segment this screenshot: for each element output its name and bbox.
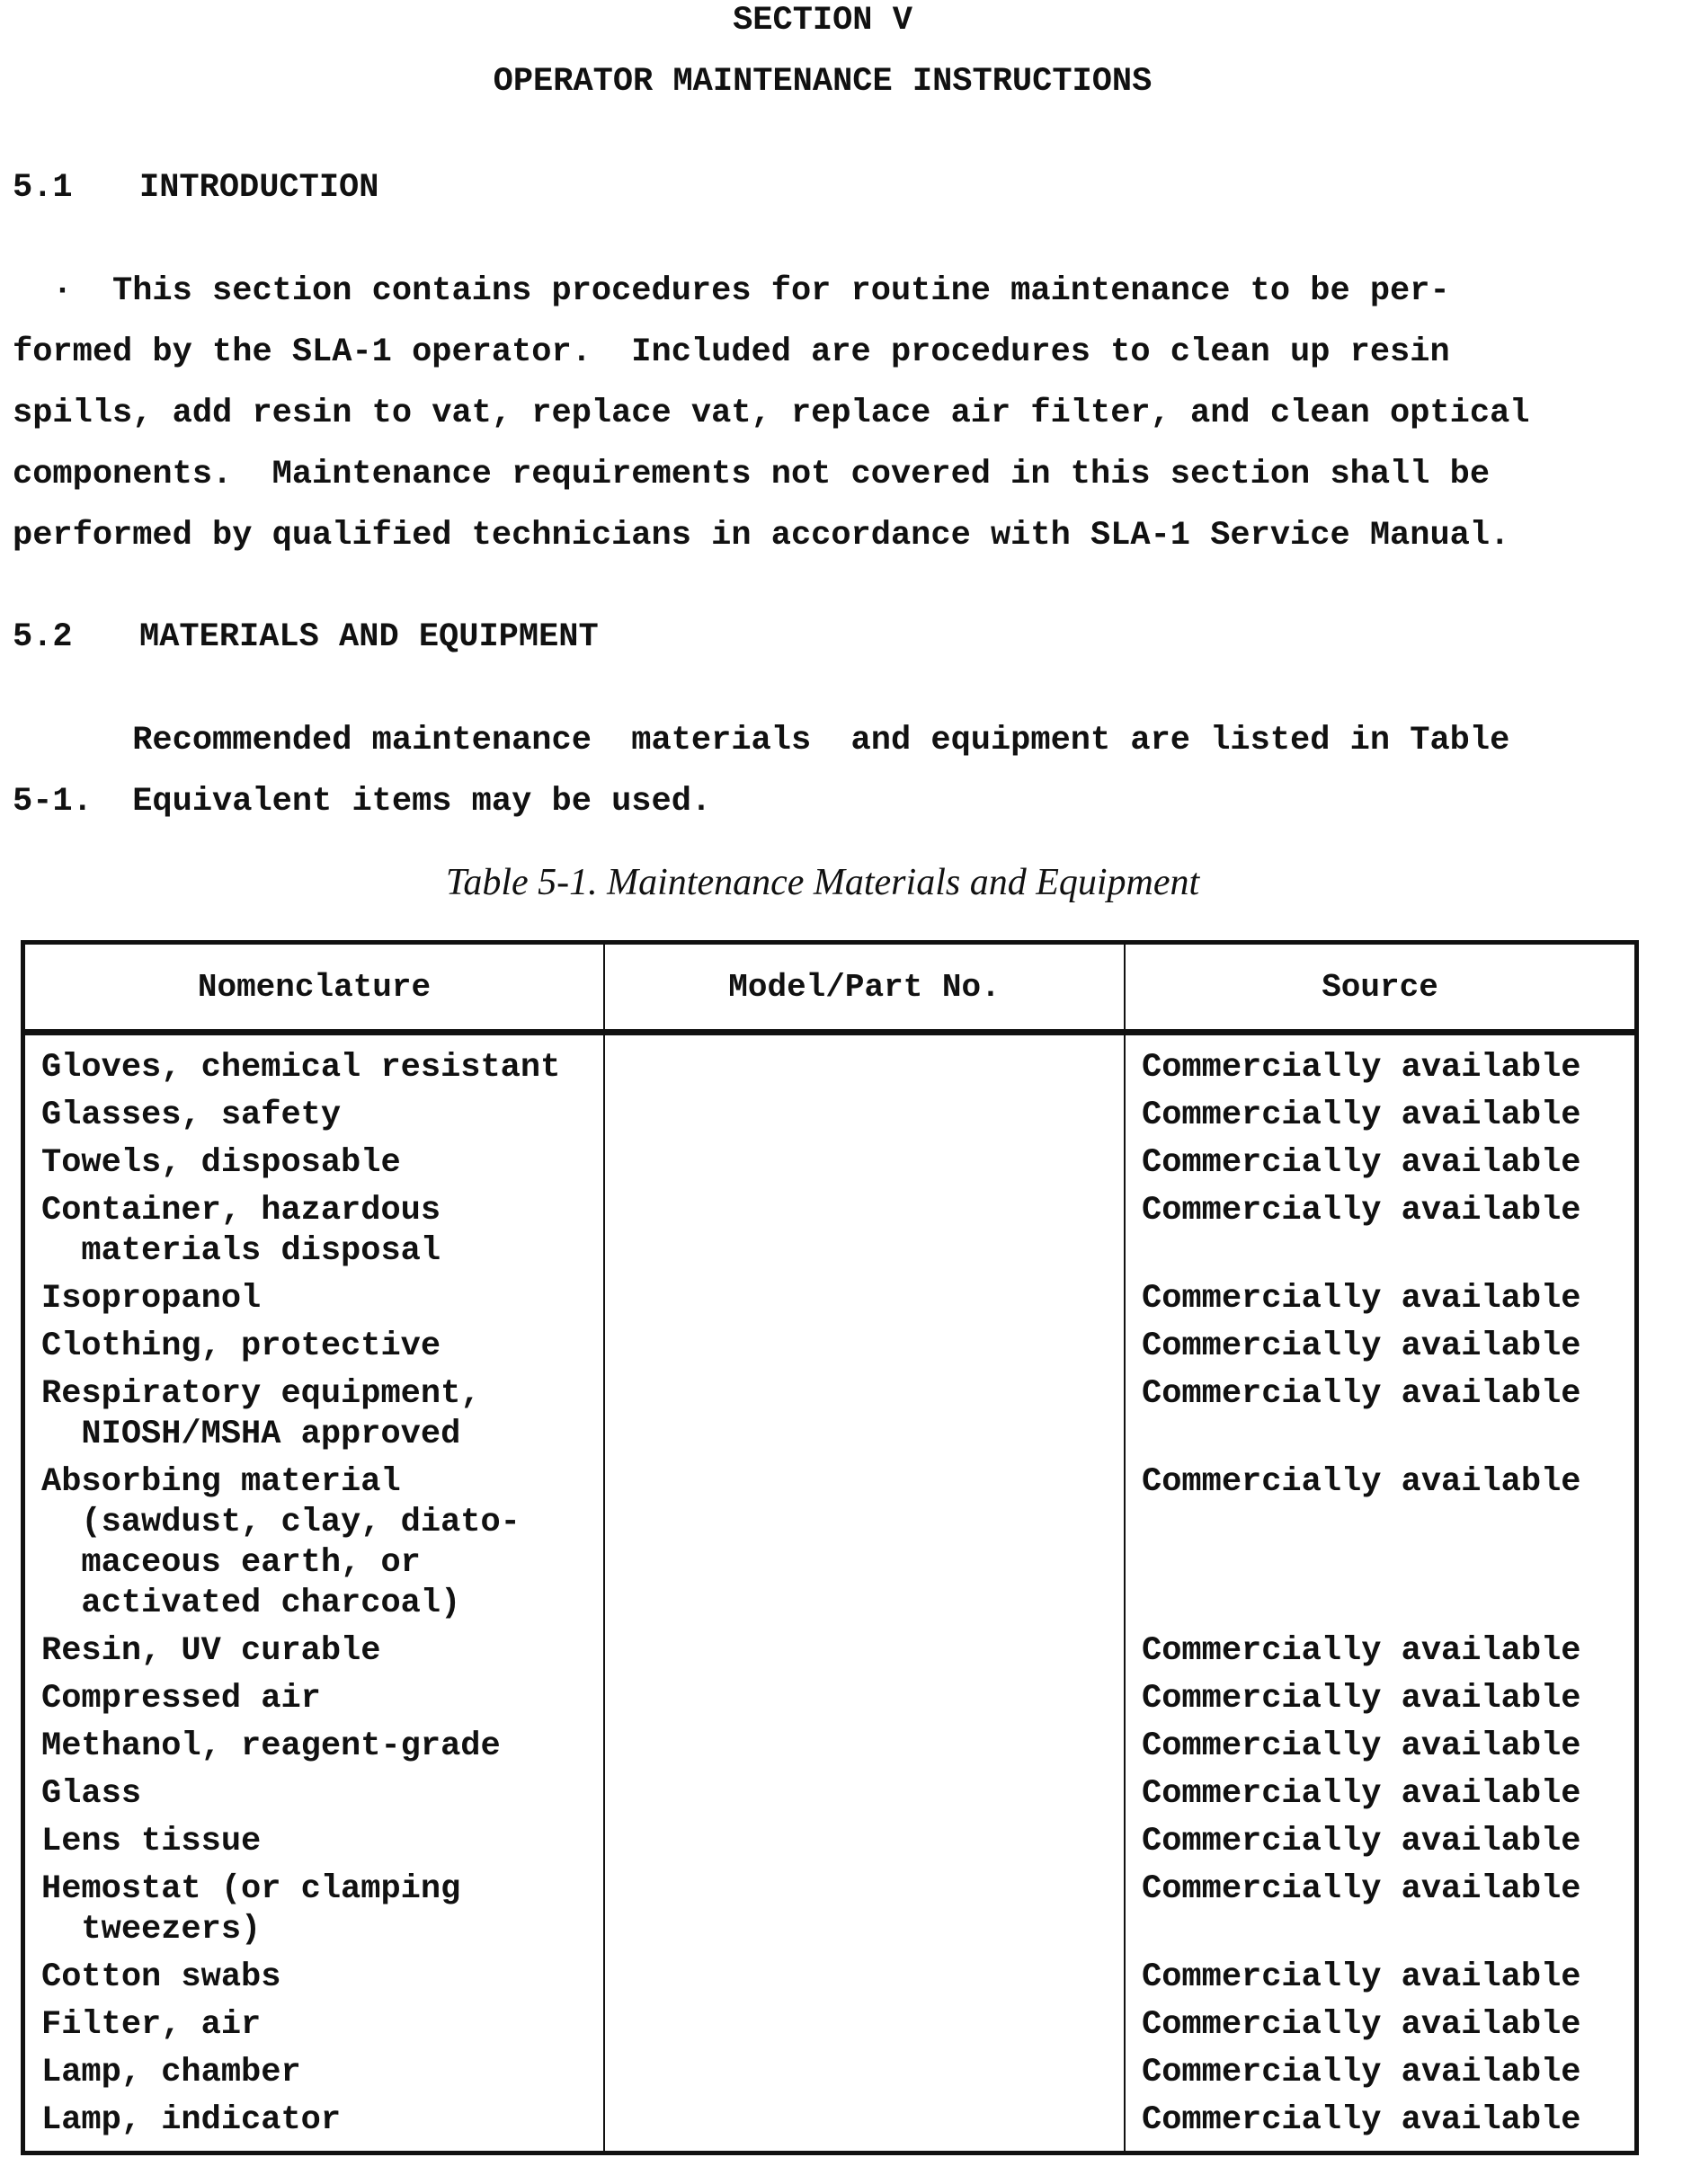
source-cell: Commercially available: [1142, 1727, 1624, 1767]
header-nomenclature: Nomenclature: [23, 943, 605, 1033]
paragraph-line: formed by the SLA-1 operator. Included are procedures to clean up resin: [13, 322, 1529, 383]
nomenclature-cell: Lamp, chamber: [41, 2053, 592, 2093]
nomenclature-cell: Resin, UV curable: [41, 1631, 592, 1672]
materials-table: [21, 940, 1639, 2155]
source-cell: Commercially available: [1142, 1679, 1624, 1719]
source-cell: Commercially available: [1142, 2100, 1624, 2141]
nomenclature-cell: Lens tissue: [41, 1822, 592, 1862]
nomenclature-cell: Glass: [41, 1774, 592, 1815]
model-part-column: [604, 1033, 1125, 2153]
nomenclature-cell: Compressed air: [41, 1679, 592, 1719]
header-model-part-no: Model/Part No.: [604, 943, 1125, 1033]
intro-paragraph: [13, 261, 1529, 566]
source-cell: Commercially available: [1142, 1143, 1624, 1184]
header-source: Source: [1125, 943, 1637, 1033]
paragraph-line: spills, add resin to vat, replace vat, replace air filter, and clean optical: [13, 383, 1529, 444]
source-cell: Commercially available: [1142, 1374, 1624, 1455]
nomenclature-cell: Isopropanol: [41, 1279, 592, 1319]
source-cell: Commercially available: [1142, 1774, 1624, 1815]
source-cell: Commercially available: [1142, 1096, 1624, 1136]
nomenclature-cell: Clothing, protective: [41, 1327, 592, 1367]
source-cell: Commercially available: [1142, 1958, 1624, 1998]
section-5-1-number: 5.1: [13, 169, 73, 207]
paragraph-line: performed by qualified technicians in accordance with SLA-1 Service Manual.: [13, 505, 1529, 566]
nomenclature-cell: Absorbing material (sawdust, clay, diato- maceous earth, or activated charcoal): [41, 1462, 592, 1624]
nomenclature-column: [23, 1033, 605, 2153]
nomenclature-cell: Lamp, indicator: [41, 2100, 592, 2141]
source-cell: Commercially available: [1142, 1822, 1624, 1862]
nomenclature-cell: Glasses, safety: [41, 1096, 592, 1136]
source-cell: Commercially available: [1142, 1631, 1624, 1672]
nomenclature-cell: Cotton swabs: [41, 1958, 592, 1998]
page-title: OPERATOR MAINTENANCE INSTRUCTIONS: [0, 63, 1645, 101]
nomenclature-cell: Methanol, reagent-grade: [41, 1727, 592, 1767]
paragraph-line: components. Maintenance requirements not covered in this section shall be: [13, 444, 1529, 505]
nomenclature-cell: Hemostat (or clamping tweezers): [41, 1869, 592, 1950]
nomenclature-cell: Container, hazardous materials disposal: [41, 1191, 592, 1272]
paragraph-line: 5-1. Equivalent items may be used.: [13, 771, 1509, 832]
nomenclature-cell: Filter, air: [41, 2005, 592, 2046]
table-caption: Table 5-1. Maintenance Materials and Equipment: [0, 861, 1645, 904]
source-column: [1125, 1033, 1637, 2153]
section-5-1-heading: INTRODUCTION: [139, 169, 378, 207]
section-label: SECTION V: [0, 2, 1645, 40]
nomenclature-cell: Towels, disposable: [41, 1143, 592, 1184]
source-cell: Commercially available: [1142, 1048, 1624, 1088]
section-5-2-heading: MATERIALS AND EQUIPMENT: [139, 618, 599, 656]
section-5-2-number: 5.2: [13, 618, 73, 656]
source-cell: Commercially available: [1142, 1869, 1624, 1950]
nomenclature-cell: Gloves, chemical resistant: [41, 1048, 592, 1088]
materials-paragraph: [13, 710, 1509, 832]
source-cell: Commercially available: [1142, 2005, 1624, 2046]
source-cell: Commercially available: [1142, 1462, 1624, 1624]
nomenclature-cell: Respiratory equipment, NIOSH/MSHA approved: [41, 1374, 592, 1455]
paragraph-line: · This section contains procedures for routine maintenance to be per-: [13, 261, 1529, 322]
source-cell: Commercially available: [1142, 2053, 1624, 2093]
source-cell: Commercially available: [1142, 1279, 1624, 1319]
source-cell: Commercially available: [1142, 1327, 1624, 1367]
source-cell: Commercially available: [1142, 1191, 1624, 1272]
paragraph-line: Recommended maintenance materials and equipment are listed in Table: [13, 710, 1509, 771]
